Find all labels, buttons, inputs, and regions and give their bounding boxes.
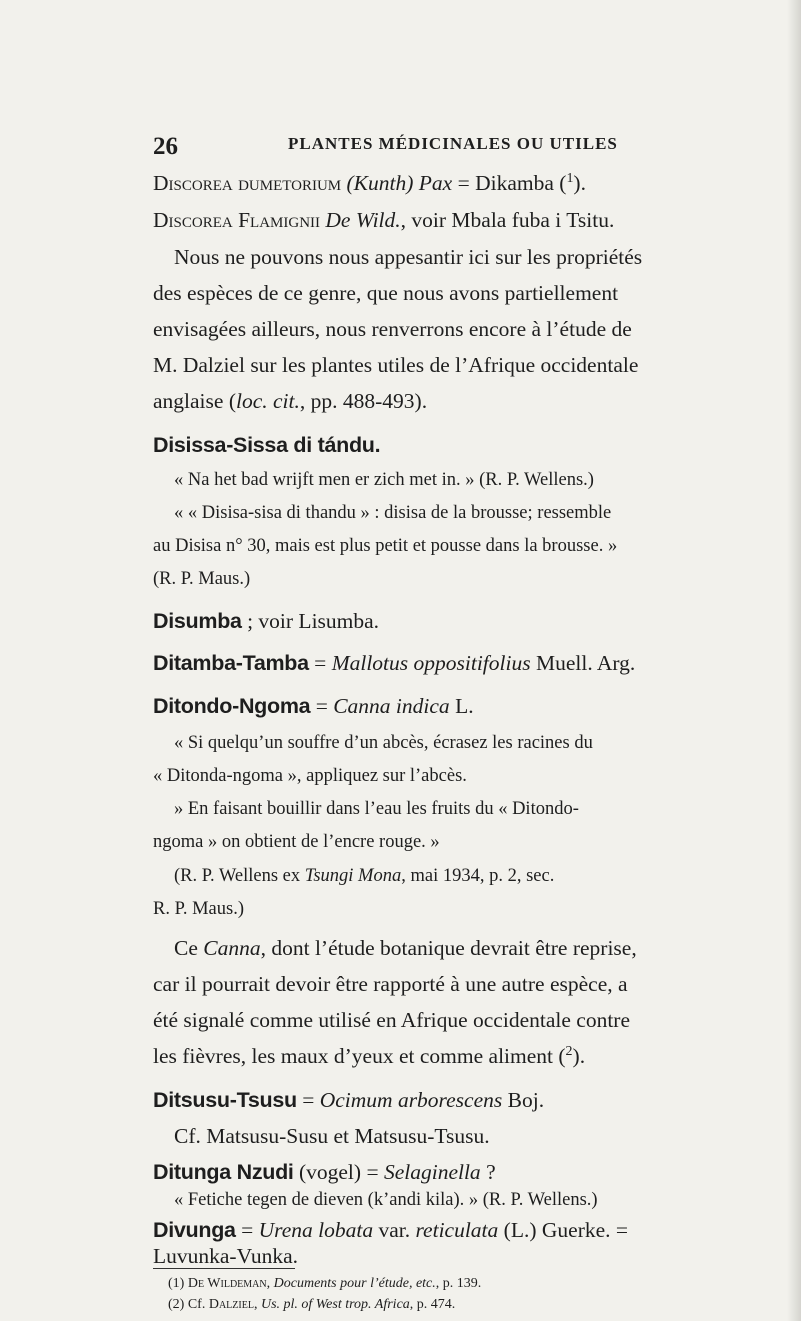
footnote-text: , p. 139. [435,1276,482,1291]
quote-line: « Si quelqu’un souffre d’un abcès, écrasez les racines du [174,733,593,753]
footnote-title: Us. pl. of West trop. Africa [260,1297,410,1312]
species-name: Ocimum arborescens [319,1088,503,1112]
cross-reference: Cf. Matsusu-Susu et Matsusu-Tsusu. [174,1124,490,1148]
entry-text: Luvunka-Vunka. [153,1244,298,1268]
quote-line: (R. P. Maus.) [153,569,251,589]
entry-text: (L.) Guerke. = [498,1218,629,1242]
species-name: Discorea dumetorium [153,171,342,196]
text: les fièvres, les maux d’yeux et comme aliment ( [153,1044,566,1069]
text: , mai 1934, p. 2, sec. [401,866,555,886]
entry-text: Boj. [502,1088,545,1112]
entry-text: , voir Mbala fuba i Tsitu. [400,208,615,232]
footnote-2: (2) Cf. Dalziel, Us. pl. of West trop. Africa, p. 474. [168,1297,456,1312]
species-name: Urena lobata [258,1218,374,1242]
equals: = [310,694,334,718]
entry-term: Ditondo-Ngoma [153,694,311,718]
text: , dont l’étude botanique devrait être reprise, [260,936,637,960]
paragraph-line: envisagées ailleurs, nous renverrons encore à l’étude de [153,317,632,341]
quote-line: « Ditonda-ngoma », appliquez sur l’abcès. [153,766,467,786]
quote-line: R. P. Maus.) [153,899,244,919]
species-name: Discorea Flamignii [153,208,321,232]
species-name: Selaginella [383,1160,481,1184]
quote-line [0,1190,801,1211]
paragraph-line: Nous ne pouvons nous appesantir ici sur les propriétés [174,245,643,269]
entry-ditunga-nzudi [0,1160,801,1185]
entry-heading-disissa: Disissa-Sissa di tándu. [153,433,381,457]
entry-term: Ditamba-Tamba [153,651,309,675]
footnote-author: De Wildeman [187,1276,267,1291]
entry-text: (vogel) = [293,1160,384,1184]
paragraph-line: car il pourrait devoir être rapporté à une autre espèce, a [153,972,628,996]
equals: = [296,1088,320,1112]
entry-ditsusu-tsusu [0,1088,801,1113]
running-title: PLANTES MÉDICINALES OU UTILES [288,134,618,153]
paragraph-line [0,1044,801,1069]
entry-term: Ditunga Nzudi [153,1160,294,1184]
citation: Tsungi Mona [304,866,402,886]
entry-text: Muell. Arg. [530,651,636,675]
entry-text: L. [449,694,474,718]
footnote-ref: 1 [566,171,574,186]
text: ). [572,1044,586,1069]
genus-name: Canna [203,936,261,960]
footnote-title: Documents pour l’étude, etc. [273,1276,436,1291]
entry-text: ? [480,1160,496,1184]
entry-text: var. [373,1218,416,1242]
authority: De Wild. [325,208,401,232]
text: (R. P. Wellens ex [174,866,305,886]
equals: = [235,1218,259,1242]
quote-text: « Fetiche tegen de dieven (k’andi kila). » (R. P. Wellens.) [174,1190,598,1210]
footnote-ref: 2 [565,1044,573,1059]
entry-ditondo-ngoma [0,694,801,719]
quote-line: « « Disisa-sisa di thandu » : disisa de la brousse; ressemble [174,503,612,523]
entry-discorea-flamignii [0,208,801,233]
entry-term: Divunga [153,1218,236,1242]
paragraph-line [0,936,801,961]
paragraph-line: été signalé comme utilisé en Afrique occidentale contre [153,1008,630,1032]
quote-line: ngoma » on obtient de l’encre rouge. » [153,832,440,852]
entry-disumba [0,609,801,634]
equals: = [308,651,332,675]
entry-divunga-cont [0,1244,801,1269]
entry-discorea-dumetorium [0,171,801,196]
entry-text-close: ). [573,171,586,196]
text: anglaise ( [153,389,236,413]
citation: loc. cit. [235,389,300,413]
quote-line: » En faisant bouillir dans l’eau les fruits du « Ditondo- [174,799,579,819]
footnote-text: , p. 474. [409,1297,456,1312]
quote-line: « Na het bad wrijft men er zich met in. » (R. P. Wellens.) [174,470,594,490]
footnote-number: 1 [172,1276,180,1291]
text: Ce [174,936,204,960]
paragraph-line: des espèces de ce genre, que nous avons partiellement [153,281,619,305]
quote-line: au Disisa n° 30, mais est plus petit et pousse dans la brousse. » [153,536,618,556]
page-number: 26 [153,133,178,160]
entry-text: ; voir Lisumba. [241,609,380,633]
footnote-author: Dalziel [208,1297,254,1312]
entry-term: Disumba [153,609,242,633]
footnote-number: 2 [172,1297,180,1312]
entry-text: = Dikamba ( [452,171,567,196]
entry-term: Ditsusu-Tsusu [153,1088,297,1112]
quote-line [0,866,801,887]
paragraph-line: M. Dalziel sur les plantes utiles de l’Afrique occidentale [153,353,639,377]
footnote-1: (1) De Wildeman, Documents pour l’étude, etc., p. 139. [168,1276,482,1291]
authority-pax: Pax [418,171,453,196]
footnote-text: Cf. [187,1297,209,1312]
species-name: Canna indica [333,694,450,718]
entry-ditamba-tamba [0,651,801,676]
paragraph-line [0,389,801,414]
species-name: Mallotus oppositifolius [331,651,531,675]
entry-divunga [0,1218,801,1243]
authority: (Kunth) [346,171,414,196]
variety-name: reticulata [415,1218,499,1242]
text: , pp. 488-493). [299,389,428,413]
